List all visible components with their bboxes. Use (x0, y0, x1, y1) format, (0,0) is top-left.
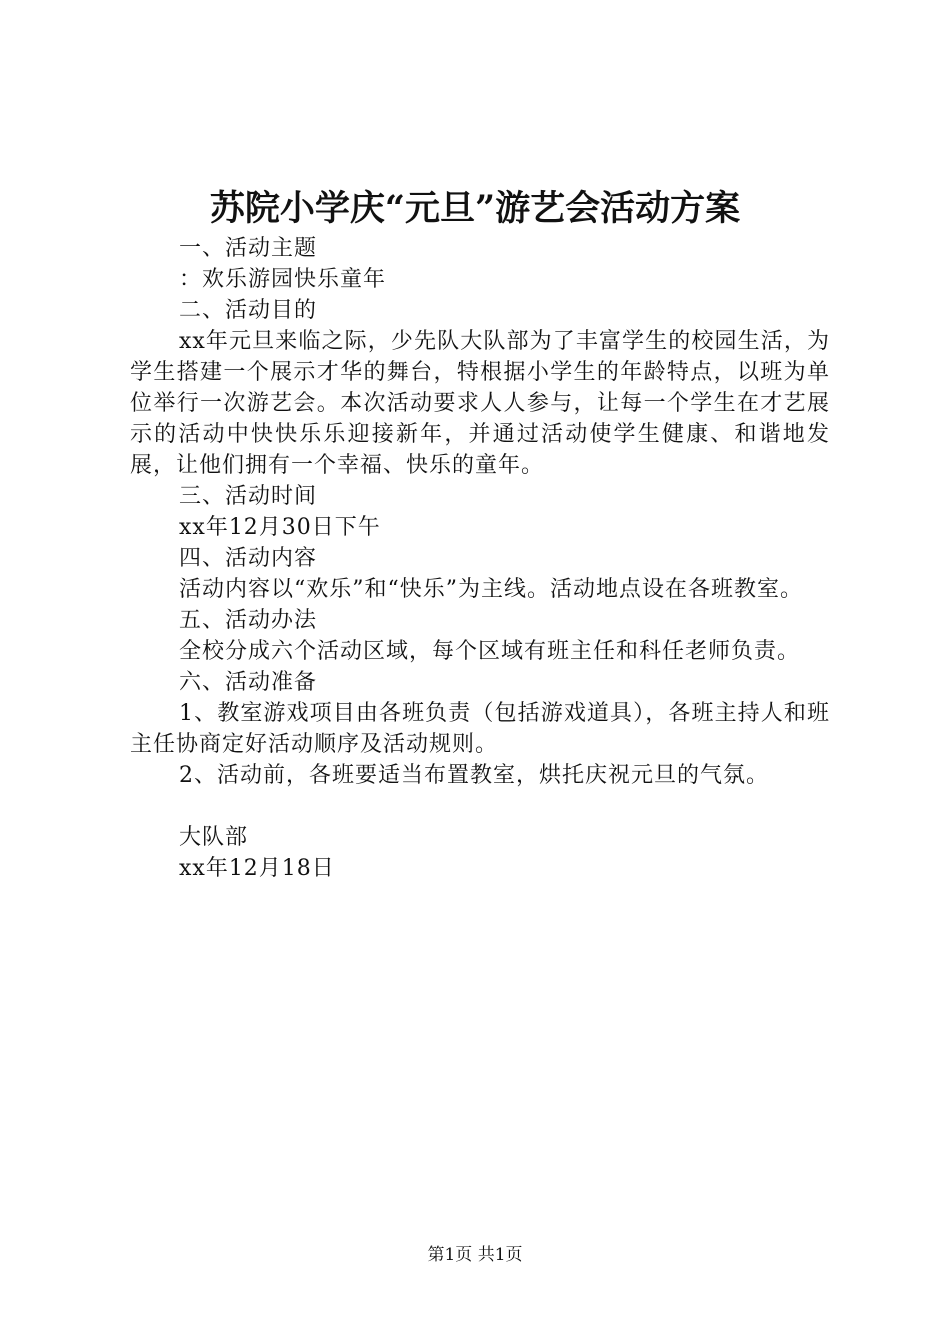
section-text-purpose: xx年元旦来临之际，少先队大队部为了丰富学生的校园生活，为学生搭建一个展示才华的舞台，特根据小学生的年龄特点，以班为单位举行一次游艺会。本次活动要求人人参与，让每一个学生在才艺展示的活动中快快乐乐迎接新年，并通过活动使学生健康、和谐地发展，让他们拥有一个幸福、快乐的童年。 (130, 329, 830, 478)
section-heading-preparation: 六、活动准备 (179, 670, 318, 695)
signature-date: xx年12月18日 (179, 856, 335, 881)
page-footer: 第1页 共1页 (427, 1245, 523, 1265)
signature-org: 大队部 (179, 825, 249, 850)
section-heading-time: 三、活动时间 (179, 484, 318, 509)
document-title: 苏院小学庆“元旦”游艺会活动方案 (209, 188, 741, 229)
section-heading-content: 四、活动内容 (179, 546, 318, 571)
section-text-theme: ：欢乐游园快乐童年 (179, 267, 387, 292)
blank-line (130, 791, 830, 822)
section-heading-method: 五、活动办法 (179, 608, 318, 633)
section-item-preparation-1: 1、教室游戏项目由各班负责（包括游戏道具），各班主持人和班主任协商定好活动顺序及活动规则。 (130, 701, 830, 757)
section-text-time: xx年12月30日下午 (179, 515, 381, 540)
document-body (130, 233, 830, 884)
section-text-method: 全校分成六个活动区域，每个区域有班主任和科任老师负责。 (179, 639, 801, 664)
section-item-preparation-2: 2、活动前，各班要适当布置教室，烘托庆祝元旦的气氛。 (179, 763, 769, 788)
section-text-content: 活动内容以“欢乐”和“快乐”为主线。活动地点设在各班教室。 (179, 577, 803, 602)
section-heading-theme: 一、活动主题 (179, 236, 318, 261)
section-heading-purpose: 二、活动目的 (179, 298, 318, 323)
